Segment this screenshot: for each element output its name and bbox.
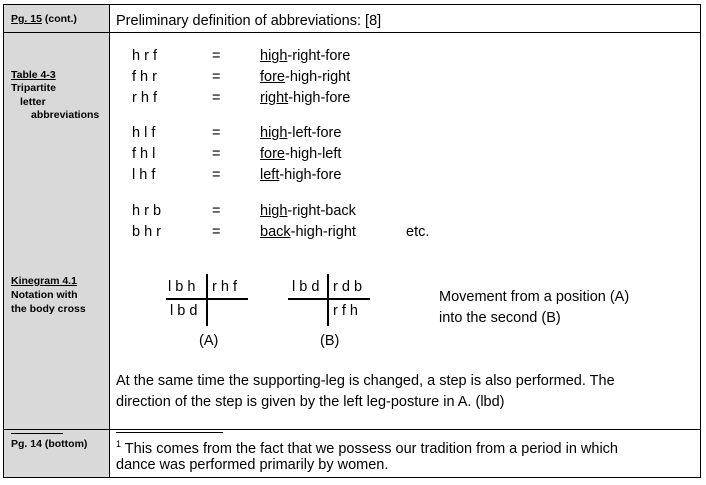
abbreviation: r h f bbox=[132, 90, 157, 106]
table-caption-line2: letter bbox=[20, 96, 46, 108]
equals-sign: = bbox=[212, 167, 221, 183]
page-ref-rule bbox=[11, 433, 63, 434]
cross-a-top-right: r h f bbox=[212, 279, 237, 295]
page-ref-link: Pg. 15 bbox=[11, 13, 42, 25]
paragraph-line1: At the same time the supporting-leg is changed, a step is also performed. The bbox=[116, 373, 615, 389]
cross-a-horizontal bbox=[166, 298, 248, 300]
equals-sign: = bbox=[212, 125, 221, 141]
meaning-key: high bbox=[260, 203, 288, 219]
table-caption-line1: Tripartite bbox=[11, 82, 56, 94]
abbreviation-meaning bbox=[260, 145, 341, 163]
meaning-key: high bbox=[260, 48, 288, 64]
footnote-rule bbox=[116, 432, 223, 433]
equals-sign: = bbox=[212, 224, 221, 240]
meaning-rest: -high-left bbox=[285, 146, 342, 162]
abbreviation-meaning bbox=[260, 166, 341, 184]
meaning-rest: -right-back bbox=[287, 203, 356, 219]
kinegram-reference: Kinegram 4.1 bbox=[11, 275, 77, 287]
equals-sign: = bbox=[212, 48, 221, 64]
paragraph-line2: direction of the step is given by the left leg-posture in A. (lbd) bbox=[116, 394, 505, 410]
equals-sign: = bbox=[212, 90, 221, 106]
abbreviation: h r b bbox=[132, 203, 162, 219]
cross-a-top-left: l b h bbox=[168, 279, 196, 295]
equals-sign: = bbox=[212, 69, 221, 85]
meaning-key: back bbox=[260, 224, 291, 240]
page-reference-top bbox=[11, 13, 77, 25]
abbreviation-meaning bbox=[260, 124, 341, 142]
meaning-key: right bbox=[260, 90, 289, 106]
cross-b-top-left: l b d bbox=[292, 279, 320, 295]
abbreviation: l h f bbox=[132, 167, 156, 183]
cross-b-vertical bbox=[327, 274, 329, 326]
abbreviation: b h r bbox=[132, 224, 162, 240]
movement-caption-line2: into the second (B) bbox=[439, 310, 561, 326]
abbreviation-meaning bbox=[260, 89, 350, 107]
meaning-key: fore bbox=[260, 69, 285, 85]
meaning-rest: -high-right bbox=[290, 224, 356, 240]
kinegram-caption-line1: Notation with bbox=[11, 289, 78, 301]
footnote-marker: 1 bbox=[116, 439, 122, 449]
abbreviation: h r f bbox=[132, 48, 157, 64]
table-reference: Table 4-3 bbox=[11, 69, 56, 81]
table-caption-line3: abbreviations bbox=[31, 109, 100, 121]
abbreviation: f h l bbox=[132, 146, 156, 162]
meaning-rest: -high-fore bbox=[288, 90, 351, 106]
cross-a-caption: (A) bbox=[199, 333, 219, 349]
cross-b-horizontal bbox=[288, 298, 370, 300]
movement-caption-line1: Movement from a position (A) bbox=[439, 289, 630, 305]
meaning-rest: -high-fore bbox=[279, 167, 342, 183]
content-column bbox=[110, 5, 700, 477]
etc-label: etc. bbox=[406, 224, 430, 240]
abbreviation-meaning bbox=[260, 202, 356, 220]
cross-b-bottom-right: r f h bbox=[333, 303, 358, 319]
abbreviation-meaning bbox=[260, 68, 350, 86]
section-heading: Preliminary definition of abbreviations: [8] bbox=[116, 13, 382, 29]
document-frame bbox=[3, 4, 701, 478]
cross-a-vertical bbox=[206, 274, 208, 326]
meaning-rest: -right-fore bbox=[287, 48, 351, 64]
abbreviation-meaning bbox=[260, 223, 356, 241]
page-ref-suffix: (cont.) bbox=[41, 13, 77, 25]
cross-b-top-right: r d b bbox=[333, 279, 363, 295]
cross-b-caption: (B) bbox=[320, 333, 340, 349]
page-reference-bottom: Pg. 14 (bottom) bbox=[11, 438, 88, 450]
abbreviation: f h r bbox=[132, 69, 157, 85]
abbreviation-meaning bbox=[260, 47, 350, 65]
meaning-key: left bbox=[260, 167, 280, 183]
footnote-line2: dance was performed primarily by women. bbox=[116, 457, 389, 473]
meaning-key: fore bbox=[260, 146, 285, 162]
abbreviation: h l f bbox=[132, 125, 156, 141]
cross-a-bottom-left: l b d bbox=[170, 303, 198, 319]
equals-sign: = bbox=[212, 146, 221, 162]
equals-sign: = bbox=[212, 203, 221, 219]
meaning-rest: -high-right bbox=[285, 69, 351, 85]
reference-column bbox=[4, 5, 110, 477]
kinegram-caption-line2: the body cross bbox=[11, 303, 86, 315]
footnote-text: This comes from the fact that we possess our tradition from a period in which bbox=[121, 440, 618, 457]
meaning-rest: -left-fore bbox=[287, 125, 342, 141]
meaning-key: high bbox=[260, 125, 288, 141]
